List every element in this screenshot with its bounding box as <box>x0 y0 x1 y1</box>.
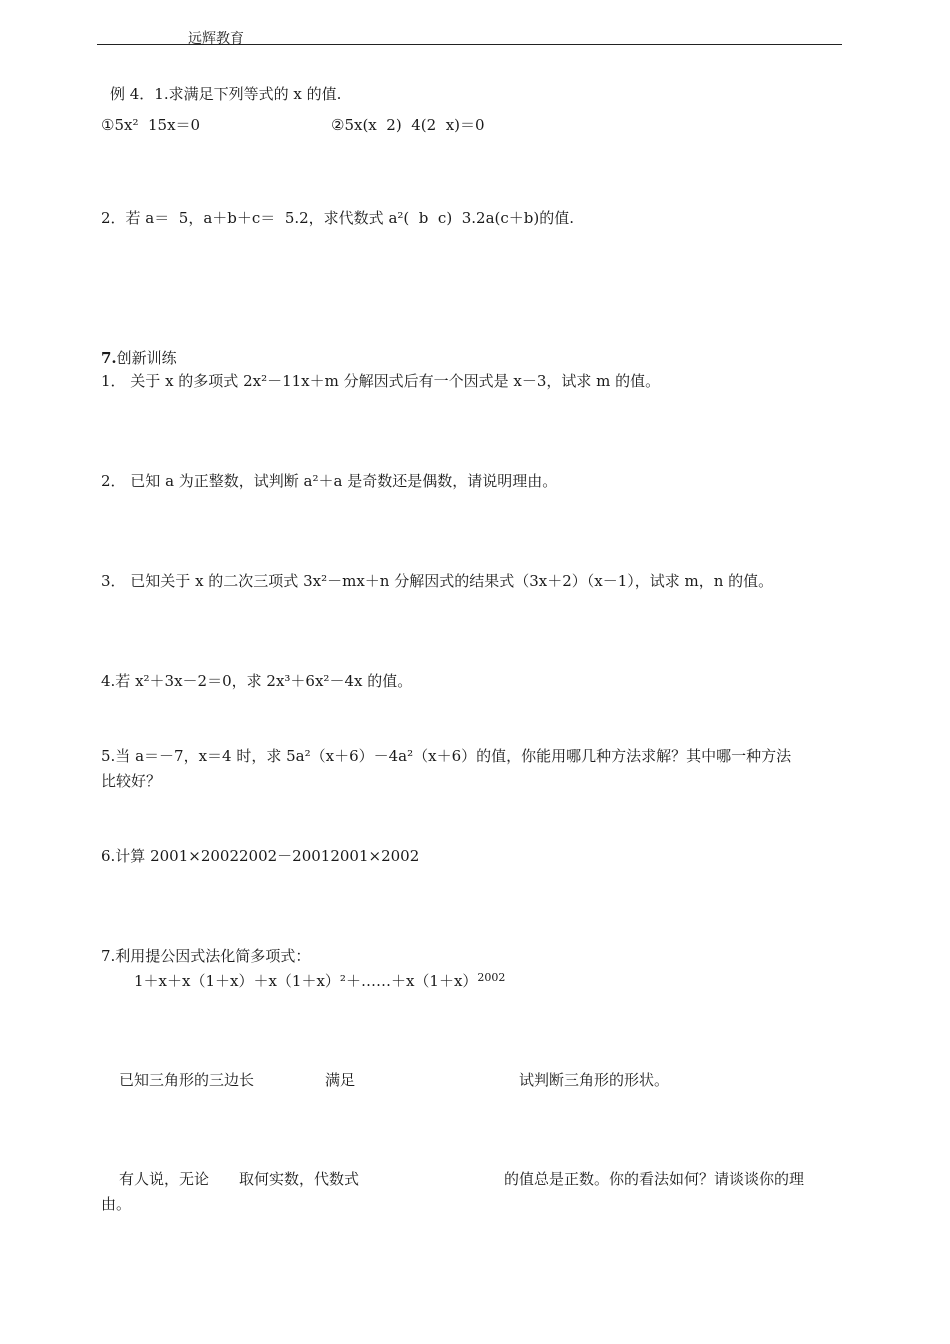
section7-heading-number: 7. <box>101 349 117 367</box>
example4-equation-1: ①5x² 15x＝0 <box>101 116 201 134</box>
positive-value-problem-part-1: 有人说，无论 <box>119 1170 210 1188</box>
problem-6: 6.计算 2001×20022002－20012001×2002 <box>101 847 420 865</box>
problem-7-expression-main: 1＋x＋x（1＋x）＋x（1＋x）²＋……＋x（1＋x） <box>134 972 478 990</box>
section7-heading-text: 创新训练 <box>116 349 177 367</box>
problem-7-expression <box>134 970 505 991</box>
example4-equation-2: ②5x(x 2) 4(2 x)＝0 <box>331 116 485 134</box>
problem-7-exponent: 2002 <box>477 971 506 984</box>
section7-heading <box>101 347 177 368</box>
header-title: 远辉教育 <box>188 31 244 47</box>
example4-intro: 例 4．1.求满足下列等式的 x 的值. <box>110 85 342 103</box>
triangle-problem-part-3: 试判断三角形的形状。 <box>519 1071 670 1089</box>
problem-7-line-1: 7.利用提公因式法化简多项式： <box>101 947 311 965</box>
positive-value-problem-part-2: 取何实数，代数式 <box>239 1170 360 1188</box>
problem-1: 1． 关于 x 的多项式 2x²－11x＋m 分解因式后有一个因式是 x－3，试求 m 的值。 <box>101 372 661 390</box>
problem-2: 2． 已知 a 为正整数，试判断 a²＋a 是奇数还是偶数，请说明理由。 <box>101 472 558 490</box>
header-divider <box>97 44 842 45</box>
positive-value-problem-part-3: 的值总是正数。你的看法如何？请谈谈你的理 <box>504 1170 805 1188</box>
positive-value-problem-part-4: 由。 <box>101 1195 132 1213</box>
triangle-problem-part-1: 已知三角形的三边长 <box>119 1071 255 1089</box>
problem-3: 3． 已知关于 x 的二次三项式 3x²－mx＋n 分解因式的结果式（3x＋2）（x－1），试求 m，n 的值。 <box>101 572 774 590</box>
problem-5-line-2: 比较好？ <box>101 772 162 790</box>
triangle-problem-part-2: 满足 <box>325 1071 356 1089</box>
problem-4: 4.若 x²＋3x－2＝0，求 2x³＋6x²－4x 的值。 <box>101 672 413 690</box>
problem-5-line-1: 5.当 a＝－7，x＝4 时，求 5a²（x＋6）－4a²（x＋6）的值，你能用哪几种方法求解？其中哪一种方法 <box>101 747 792 765</box>
example4-question-2: 2．若 a＝ 5，a＋b＋c＝ 5.2，求代数式 a²( b c) 3.2a(c＋b)的值. <box>101 209 574 227</box>
